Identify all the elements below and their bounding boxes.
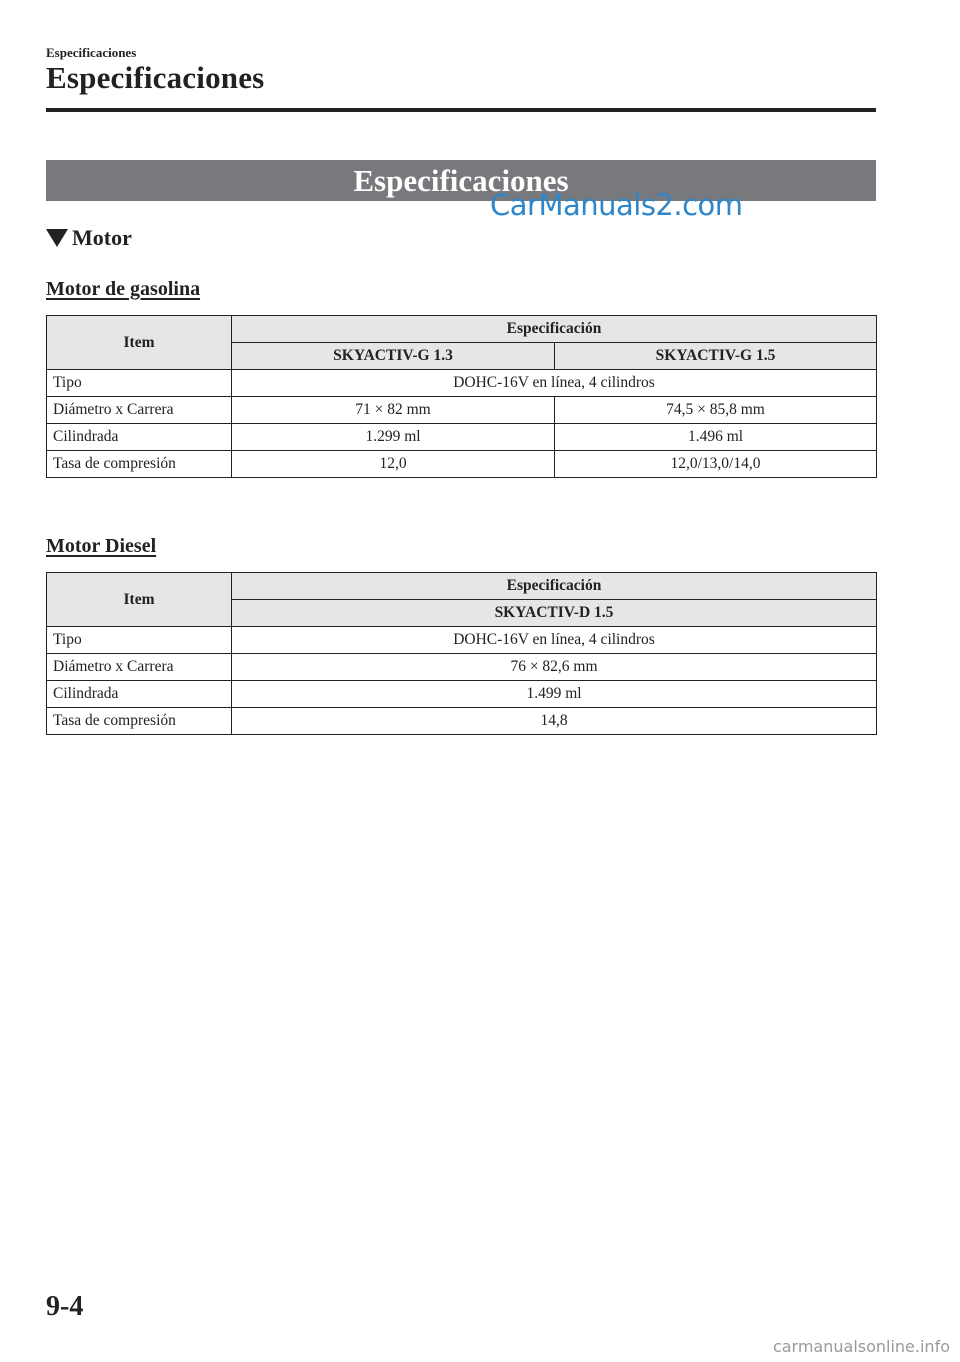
- header-item: Item: [47, 573, 232, 627]
- diesel-spec-table: [46, 572, 877, 735]
- subsection-heading: [46, 225, 132, 251]
- page-number: 9-4: [46, 1291, 84, 1322]
- column-header: SKYACTIV-G 1.3: [232, 343, 555, 370]
- row-label: Tipo: [47, 370, 232, 397]
- column-header: SKYACTIV-D 1.5: [232, 600, 877, 627]
- chapter-divider: [46, 108, 876, 112]
- table-row: [47, 627, 877, 654]
- footer-watermark: carmanualsonline.info: [772, 1337, 950, 1356]
- column-header: SKYACTIV-G 1.5: [555, 343, 877, 370]
- header-spec: Especificación: [232, 573, 877, 600]
- table-row: [47, 654, 877, 681]
- row-label: Diámetro x Carrera: [47, 397, 232, 424]
- row-value: 71 × 82 mm: [232, 397, 555, 424]
- row-value: DOHC-16V en línea, 4 cilindros: [232, 627, 877, 654]
- triangle-down-icon: [46, 229, 68, 247]
- row-value: DOHC-16V en línea, 4 cilindros: [232, 370, 877, 397]
- header-item: Item: [47, 316, 232, 370]
- row-label: Tasa de compresión: [47, 451, 232, 478]
- row-value: 76 × 82,6 mm: [232, 654, 877, 681]
- row-label: Cilindrada: [47, 681, 232, 708]
- row-label: Cilindrada: [47, 424, 232, 451]
- table-row: [47, 370, 877, 397]
- row-value: 12,0/13,0/14,0: [555, 451, 877, 478]
- table-row: [47, 397, 877, 424]
- running-header: Especificaciones: [46, 45, 137, 60]
- row-label: Diámetro x Carrera: [47, 654, 232, 681]
- row-label: Tasa de compresión: [47, 708, 232, 735]
- table-row: [47, 708, 877, 735]
- table-row: [47, 681, 877, 708]
- row-value: 1.299 ml: [232, 424, 555, 451]
- header-spec: Especificación: [232, 316, 877, 343]
- table-row: [47, 424, 877, 451]
- subsection-heading-label: Motor: [72, 225, 132, 250]
- watermark-text: CarManuals2.com: [490, 188, 743, 222]
- gasoline-spec-table: [46, 315, 877, 478]
- diesel-table-title: Motor Diesel: [46, 535, 157, 557]
- table-row: [47, 451, 877, 478]
- row-value: 1.499 ml: [232, 681, 877, 708]
- row-value: 14,8: [232, 708, 877, 735]
- row-value: 1.496 ml: [555, 424, 877, 451]
- row-value: 12,0: [232, 451, 555, 478]
- section-banner: Especificaciones: [46, 160, 876, 201]
- row-value: 74,5 × 85,8 mm: [555, 397, 877, 424]
- row-label: Tipo: [47, 627, 232, 654]
- gasoline-table-title: Motor de gasolina: [46, 278, 201, 300]
- chapter-title: Especificaciones: [46, 60, 265, 95]
